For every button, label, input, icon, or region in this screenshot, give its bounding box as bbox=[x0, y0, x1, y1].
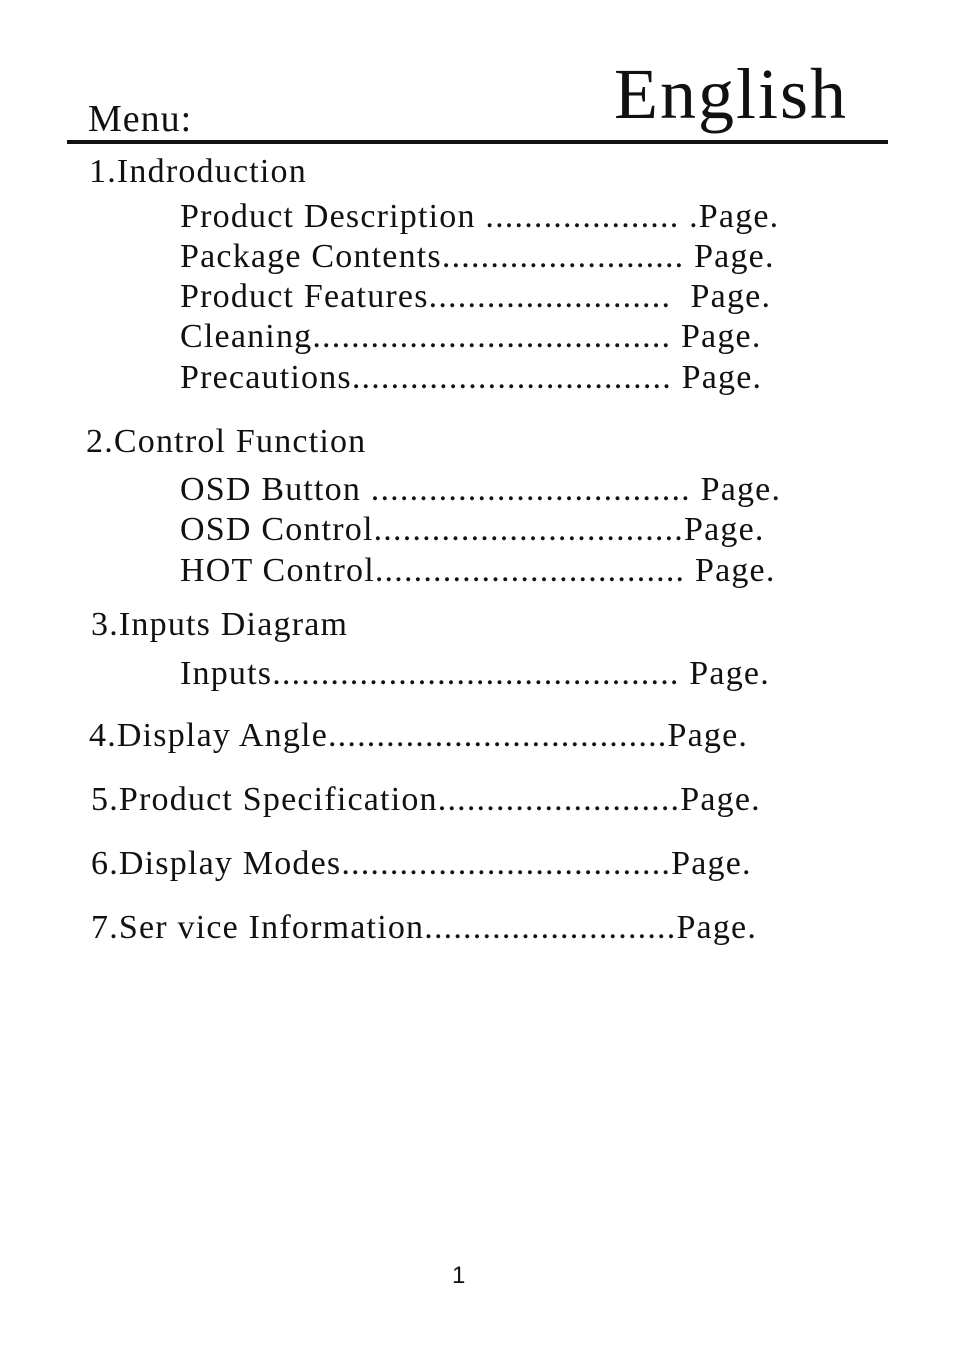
language-title: English bbox=[614, 54, 849, 134]
section-4-display-angle: 4.Display Angle...................................Page. bbox=[89, 717, 749, 754]
section-2-title: 2.Control Function bbox=[86, 423, 367, 460]
toc-item-osd-button: OSD Button ................................. Page. bbox=[180, 471, 782, 508]
menu-label: Menu: bbox=[88, 98, 193, 140]
section-3-title: 3.Inputs Diagram bbox=[91, 606, 349, 643]
section-1-title: 1.Indroduction bbox=[89, 153, 307, 190]
section-7-service-information: 7.Ser vice Information..........................Page. bbox=[91, 909, 758, 946]
section-5-product-specification: 5.Product Specification.........................Page. bbox=[91, 781, 761, 818]
toc-item-product-features: Product Features......................... Page. bbox=[180, 278, 772, 315]
toc-item-inputs: Inputs.......................................... Page. bbox=[180, 655, 770, 692]
toc-item-product-description: Product Description .................... .Page. bbox=[180, 198, 780, 235]
toc-item-osd-control: OSD Control................................Page. bbox=[180, 511, 765, 548]
section-6-display-modes: 6.Display Modes..................................Page. bbox=[91, 845, 752, 882]
page-number: 1 bbox=[452, 1262, 466, 1289]
toc-item-precautions: Precautions................................. Page. bbox=[180, 359, 763, 396]
toc-item-hot-control: HOT Control................................ Page. bbox=[180, 552, 776, 589]
header-divider bbox=[67, 140, 888, 144]
toc-item-package-contents: Package Contents......................... Page. bbox=[180, 238, 775, 275]
toc-item-cleaning: Cleaning..................................... Page. bbox=[180, 318, 762, 355]
